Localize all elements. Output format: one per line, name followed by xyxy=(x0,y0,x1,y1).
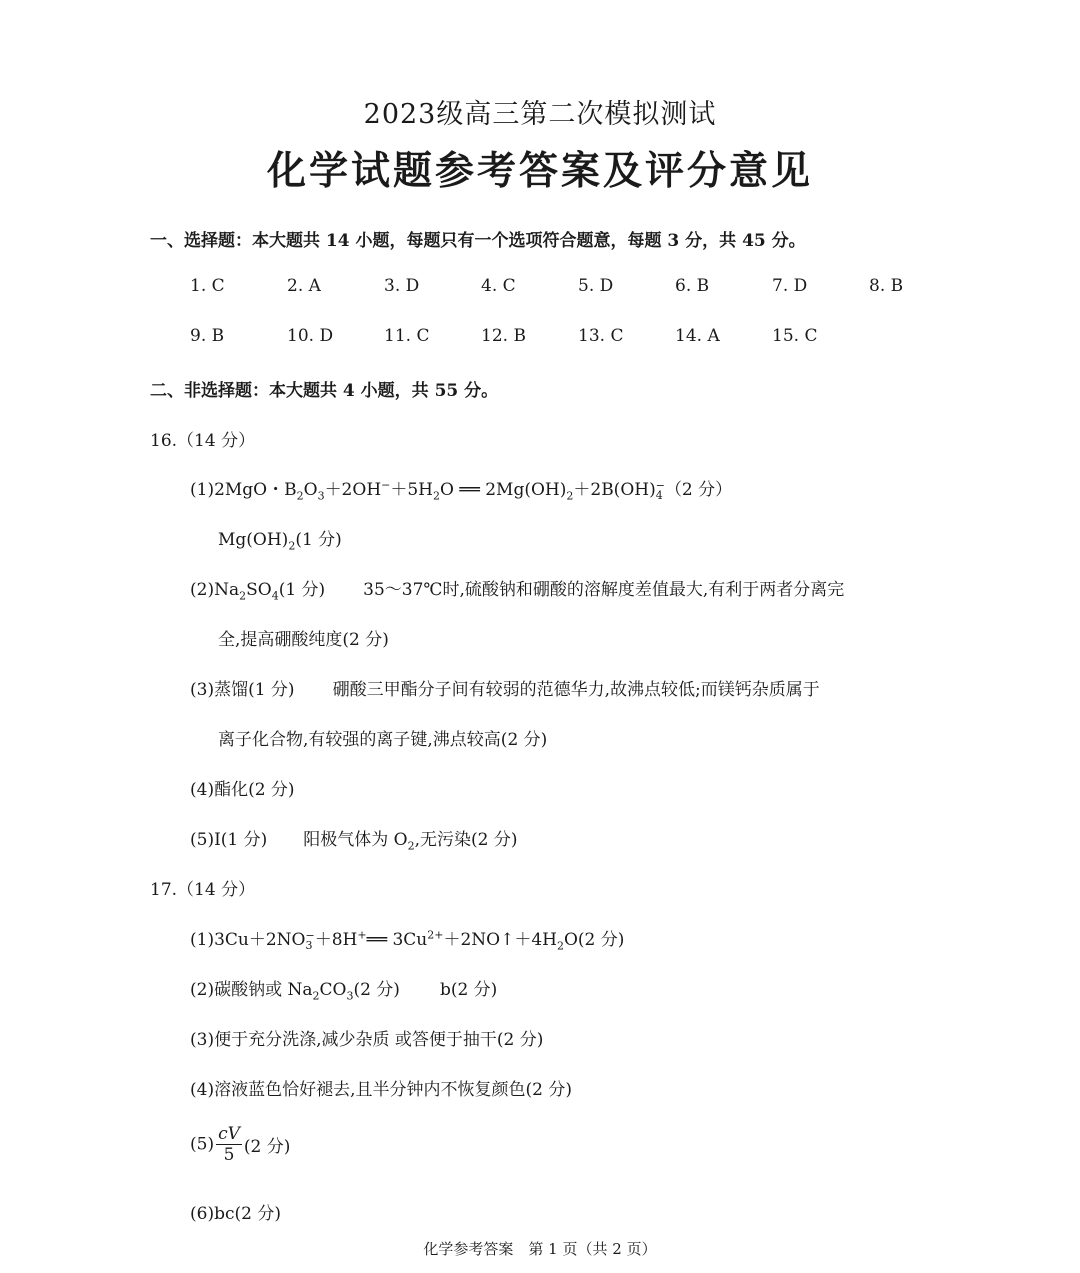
section2-heading: 二、非选择题：本大题共 4 小题，共 55 分。 xyxy=(150,381,499,401)
answer-item: 10. D xyxy=(287,326,334,346)
answer-item: 11. C xyxy=(384,326,430,346)
answer-item: 12. B xyxy=(481,326,526,346)
section1-heading: 一、选择题：本大题共 14 小题，每题只有一个选项符合题意，每题 3 分，共 45 分。 xyxy=(150,231,806,251)
answer-item: 13. C xyxy=(578,326,624,346)
q16-part1-equation: (1)2MgO・$B_2O_3+2OH^-+5H_2O$ ══ $2Mg(OH)_2+2B(OH)$ − 4 （2 分） xyxy=(190,478,733,503)
q17-header: 17.（14 分） xyxy=(150,880,256,900)
q17-part3: (3)便于充分洗涤,减少杂质 或答便于抽干(2 分) xyxy=(190,1030,544,1050)
q16-part5: (5)I(1 分) 阳极气体为 $O_2$,无污染(2 分) xyxy=(190,830,518,853)
exam-title: 2023级高三第二次模拟测试 xyxy=(363,99,717,130)
q17-part1-equation: (1)3Cu＋2NO − 3 ＋8H+══ $3Cu^{2+}+2NO↑+4H_2O(2$ 分) xyxy=(190,928,625,953)
page-footer: 化学参考答案 第 1 页（共 2 页） xyxy=(423,1240,657,1258)
answer-item: 14. A xyxy=(675,326,720,346)
q16-part2-line1: $(2)Na_2SO_4(1$ 分) 35～37℃时,硫酸钠和硼酸的溶解度差值最大,有利于两者分离完 xyxy=(190,580,845,603)
document-title: 化学试题参考答案及评分意见 xyxy=(266,148,813,194)
q17-part2: (2)碳酸钠或 $Na_2CO_3(2$ 分) b(2 分) xyxy=(190,980,498,1003)
q17-part4: (4)溶液蓝色恰好褪去,且半分钟内不恢复颜色(2 分) xyxy=(190,1080,572,1100)
fraction: $\frac{cV}{5}$ xyxy=(218,1124,240,1165)
answer-item: 4. C xyxy=(481,276,516,296)
answer-item: 3. D xyxy=(384,276,420,296)
answer-item: 7. D xyxy=(772,276,808,296)
q16-part3-line2: 离子化合物,有较强的离子键,沸点较高(2 分) xyxy=(218,730,548,750)
answer-item: 15. C xyxy=(772,326,818,346)
q16-part4: (4)酯化(2 分) xyxy=(190,780,295,800)
q16-part2-line2: 全,提高硼酸纯度(2 分) xyxy=(218,630,389,650)
q16-part1-answer2: $Mg(OH)_2(1$ 分) xyxy=(218,530,342,553)
answer-item: 8. B xyxy=(869,276,904,296)
answer-item: 2. A xyxy=(287,276,321,296)
q16-header: 16.（14 分） xyxy=(150,431,256,451)
answer-item: 5. D xyxy=(578,276,614,296)
answer-item: 6. B xyxy=(675,276,710,296)
q17-part5: (5) $\frac{cV}{5}$ (2 分) xyxy=(190,1124,291,1165)
q17-part6: (6)bc(2 分) xyxy=(190,1204,281,1224)
answer-item: 1. C xyxy=(190,276,225,296)
answer-item: 9. B xyxy=(190,326,225,346)
q16-part3-line1: (3)蒸馏(1 分) 硼酸三甲酯分子间有较弱的范德华力,故沸点较低;而镁钙杂质属于 xyxy=(190,680,820,700)
